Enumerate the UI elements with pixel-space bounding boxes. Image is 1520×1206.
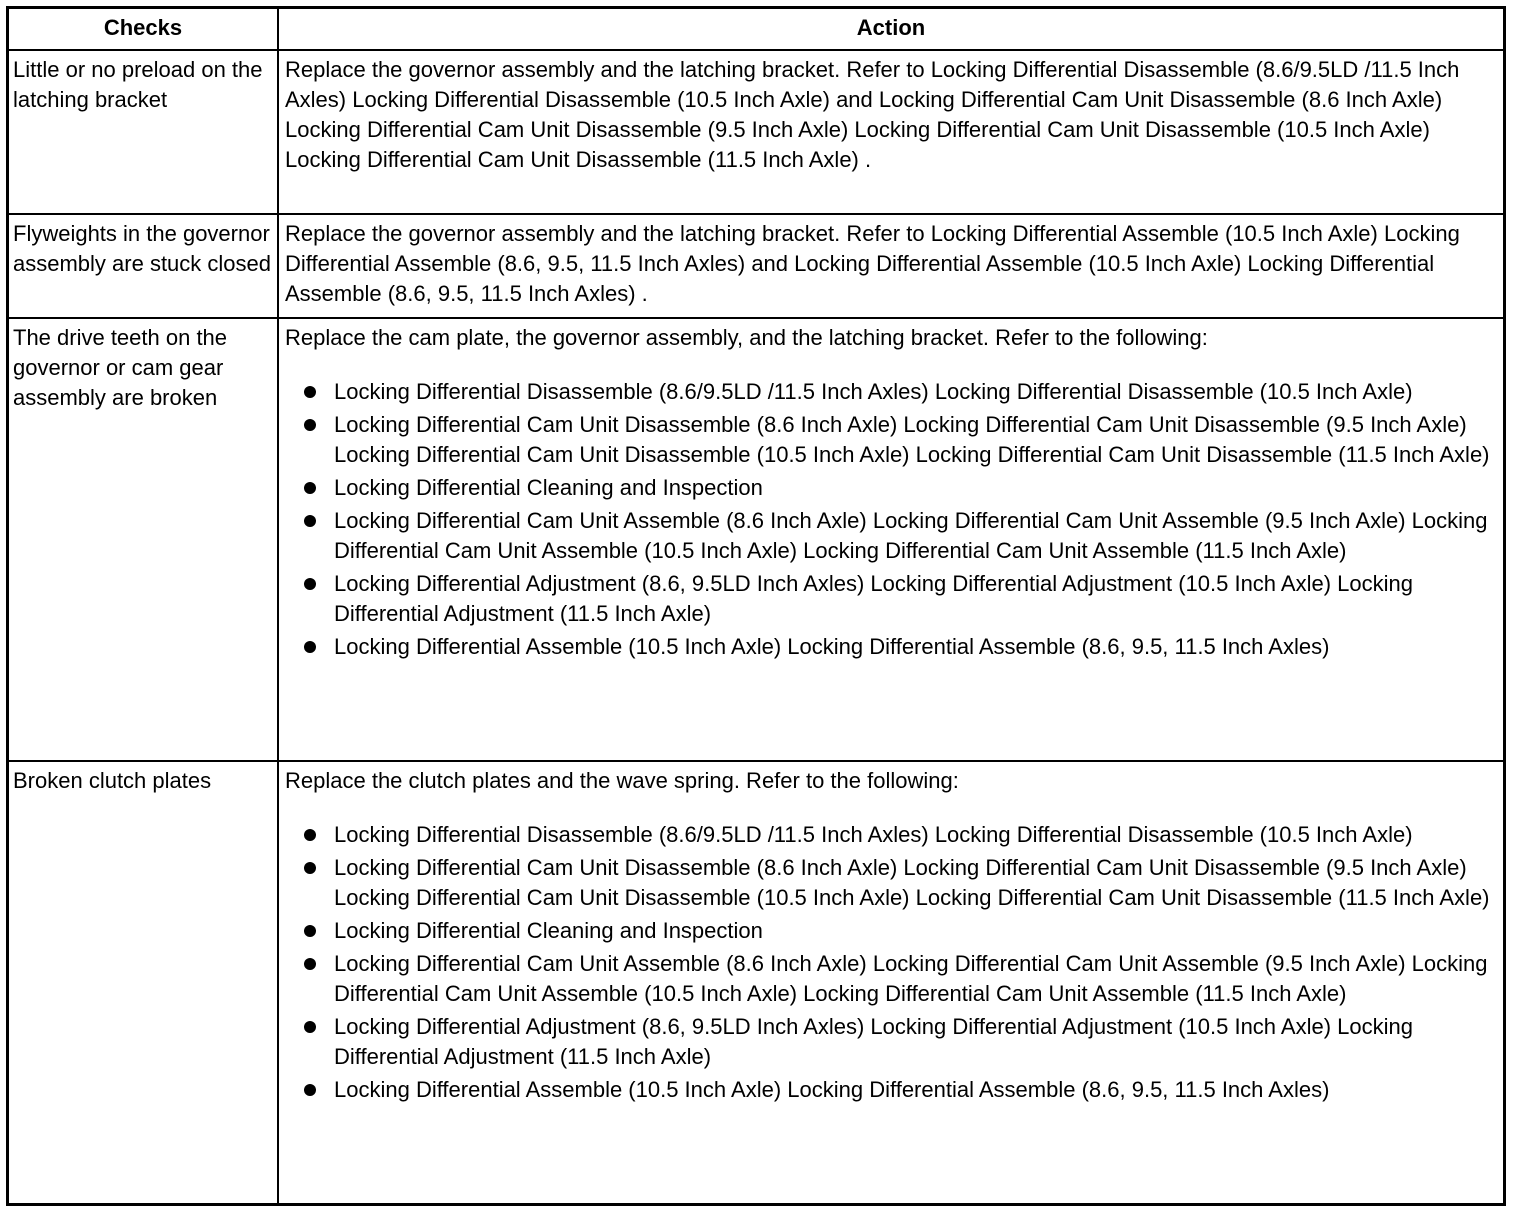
table-row xyxy=(9,213,1503,317)
check-cell: Broken clutch plates xyxy=(9,762,279,1203)
bullet-icon xyxy=(304,641,316,653)
list-item-text: Locking Differential Adjustment (8.6, 9.5LD Inch Axles) Locking Differential Adjustment (10.5 Inch Axle) Locking Differential Adjustment (11.5 Inch Axle) xyxy=(334,571,1413,626)
list-item-text: Locking Differential Cam Unit Assemble (8.6 Inch Axle) Locking Differential Cam Unit Assemble (9.5 Inch Axle) Locking Differential Cam Unit Assemble (10.5 Inch Axle) Locking Differential Cam Unit Assemble (11.5 Inch Axle) xyxy=(334,951,1488,1006)
list-item xyxy=(285,916,1497,946)
list-item xyxy=(285,506,1497,566)
list-item xyxy=(285,569,1497,629)
procedure-list xyxy=(285,820,1497,1105)
bullet-icon xyxy=(304,862,316,874)
table-row xyxy=(9,49,1503,213)
action-cell xyxy=(279,215,1503,317)
list-item-text: Locking Differential Disassemble (8.6/9.5LD /11.5 Inch Axles) Locking Differential Disassemble (10.5 Inch Axle) xyxy=(334,822,1413,847)
list-item-text: Locking Differential Cam Unit Assemble (8.6 Inch Axle) Locking Differential Cam Unit Assemble (9.5 Inch Axle) Locking Differential Cam Unit Assemble (10.5 Inch Axle) Locking Differential Cam Unit Assemble (11.5 Inch Axle) xyxy=(334,508,1488,563)
list-item xyxy=(285,632,1497,662)
bullet-icon xyxy=(304,958,316,970)
bullet-icon xyxy=(304,482,316,494)
table-header-row xyxy=(9,9,1503,49)
column-header-action: Action xyxy=(856,15,926,40)
list-item xyxy=(285,949,1497,1009)
action-cell xyxy=(279,762,1503,1203)
list-item-text: Locking Differential Assemble (10.5 Inch Axle) Locking Differential Assemble (8.6, 9.5, 11.5 Inch Axles) xyxy=(334,634,1330,659)
list-item-text: Locking Differential Cleaning and Inspection xyxy=(334,475,763,500)
list-item xyxy=(285,473,1497,503)
bullet-icon xyxy=(304,1084,316,1096)
bullet-icon xyxy=(304,925,316,937)
list-item xyxy=(285,853,1497,913)
action-text: Replace the clutch plates and the wave spring. Refer to the following: xyxy=(285,768,959,793)
list-item-text: Locking Differential Cam Unit Disassemble (8.6 Inch Axle) Locking Differential Cam Unit Disassemble (9.5 Inch Axle) Locking Differential Cam Unit Disassemble (10.5 Inch Axle) Locking Differential Cam Unit Disassemble (11.5 Inch Axle) xyxy=(334,412,1490,467)
diagnostic-table xyxy=(6,6,1506,1206)
table-row xyxy=(9,760,1503,1203)
action-text: Replace the governor assembly and the latching bracket. Refer to Locking Differential Assemble (10.5 Inch Axle) Locking Differential Assemble (8.6, 9.5, 11.5 Inch Axles) and Locking Differential Assemble (10.5 Inch Axle) Locking Differential Assemble (8.6, 9.5, 11.5 Inch Axles) . xyxy=(285,221,1460,306)
action-text: Replace the cam plate, the governor assembly, and the latching bracket. Refer to the following: xyxy=(285,325,1208,350)
action-text: Replace the governor assembly and the latching bracket. Refer to Locking Differential Disassemble (8.6/9.5LD /11.5 Inch Axles) Locking Differential Disassemble (10.5 Inch Axle) and Locking Differential Cam Unit Disassemble (8.6 Inch Axle) Locking Differential Cam Unit Disassemble (9.5 Inch Axle) Locking Differential Cam Unit Disassemble (10.5 Inch Axle) Locking Differential Cam Unit Disassemble (11.5 Inch Axle) . xyxy=(285,57,1460,172)
table-row xyxy=(9,317,1503,760)
bullet-icon xyxy=(304,578,316,590)
list-item-text: Locking Differential Cleaning and Inspection xyxy=(334,918,763,943)
bullet-icon xyxy=(304,829,316,841)
list-item-text: Locking Differential Disassemble (8.6/9.5LD /11.5 Inch Axles) Locking Differential Disassemble (10.5 Inch Axle) xyxy=(334,379,1413,404)
procedure-list xyxy=(285,377,1497,662)
bullet-icon xyxy=(304,419,316,431)
list-item-text: Locking Differential Cam Unit Disassemble (8.6 Inch Axle) Locking Differential Cam Unit Disassemble (9.5 Inch Axle) Locking Differential Cam Unit Disassemble (10.5 Inch Axle) Locking Differential Cam Unit Disassemble (11.5 Inch Axle) xyxy=(334,855,1490,910)
action-cell xyxy=(279,319,1503,760)
list-item xyxy=(285,410,1497,470)
bullet-icon xyxy=(304,1021,316,1033)
check-cell: The drive teeth on the governor or cam gear assembly are broken xyxy=(9,319,279,760)
column-header-checks: Checks xyxy=(9,9,279,49)
list-item-text: Locking Differential Adjustment (8.6, 9.5LD Inch Axles) Locking Differential Adjustment (10.5 Inch Axle) Locking Differential Adjustment (11.5 Inch Axle) xyxy=(334,1014,1413,1069)
bullet-icon xyxy=(304,515,316,527)
action-cell xyxy=(279,51,1503,213)
list-item xyxy=(285,1012,1497,1072)
list-item-text: Locking Differential Assemble (10.5 Inch Axle) Locking Differential Assemble (8.6, 9.5, 11.5 Inch Axles) xyxy=(334,1077,1330,1102)
list-item xyxy=(285,820,1497,850)
list-item xyxy=(285,1075,1497,1105)
check-cell: Little or no preload on the latching bracket xyxy=(9,51,279,213)
list-item xyxy=(285,377,1497,407)
check-cell: Flyweights in the governor assembly are stuck closed xyxy=(9,215,279,317)
bullet-icon xyxy=(304,386,316,398)
